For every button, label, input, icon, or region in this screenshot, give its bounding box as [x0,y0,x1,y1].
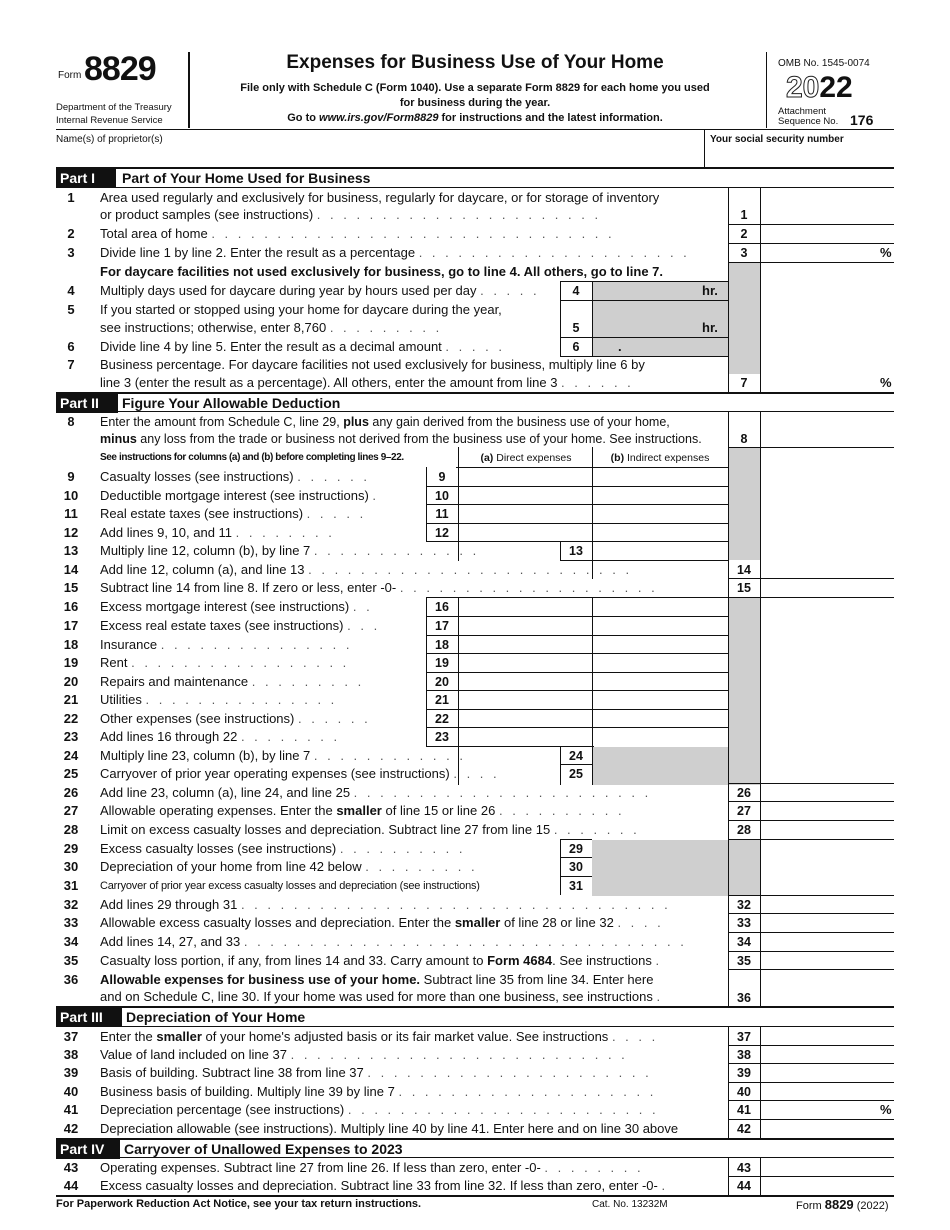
p2-rule-19 [426,672,728,673]
line-28-row: 28 Limit on excess casualty losses and depreciation. Subtract line 27 from line 15 . . . . . . . 28 [0,821,950,839]
omb-number: OMB No. 1545-0074 [778,58,870,69]
line-25-input[interactable] [460,765,556,783]
proprietor-name-input[interactable] [56,146,702,166]
line-27-row: 27 Allowable operating expenses. Enter the smaller of line 15 or line 26 . . . . . . . . . . 27 [0,802,950,820]
p2-rule-21 [426,709,728,710]
line-19b-input[interactable] [594,654,726,672]
line-34-input[interactable] [762,933,894,951]
part-1-tag: Part I [56,168,116,188]
line-4-row: 4 Multiply days used for daycare during year by hours used per day . . . . . 4 hr. [67,283,718,298]
line-44-row: 44 Excess casualty losses and depreciation. Subtract line 33 from line 32. If less than zero, enter -0- . 44 [0,1177,950,1195]
line-19a-input[interactable] [460,654,590,672]
line-30-row: 30 Depreciation of your home from line 42 below . . . . . . . . . 30 [63,859,583,874]
line-11a-input[interactable] [460,505,590,523]
line-5-input[interactable] [594,319,694,337]
p2-rule-15b [426,597,728,598]
line-9a-input[interactable] [460,468,590,486]
line-33-row: 33 Allowable excess casualty losses and depreciation. Enter the smaller of line 28 or line 32 . . . . 33 [0,914,950,932]
line-32-row: 32 Add lines 29 through 31 . . . . . . . . . . . . . . . . . . . . . . . . . . . . . . . . . 32 [0,896,950,914]
line-21a-input[interactable] [460,691,590,709]
line-10a-input[interactable] [460,487,590,505]
line-14-input[interactable] [762,561,894,579]
line-24-input[interactable] [460,747,556,765]
line-1-row-a: 1 Area used regularly and exclusively for business, regularly for daycare, or for storage of inventory [0,189,950,207]
line-38-input[interactable] [762,1046,894,1064]
p2-rule-31 [728,895,894,896]
p1-rule-5 [560,337,728,338]
line-11b-input[interactable] [594,505,726,523]
p2-rule-26 [728,801,894,802]
line-22-row: 22 Other expenses (see instructions) . . . . . . 22 [0,710,950,728]
line-42-input[interactable] [762,1120,894,1138]
subtitle-line-1: File only with Schedule C (Form 1040). Use a separate Form 8829 for each home you used [240,82,710,94]
line-24-row: 24 Multiply line 23, column (b), by line 7 . . . . . . . . . . . . 24 [63,748,583,763]
ssn-divider [704,129,705,167]
line-18b-input[interactable] [594,636,726,654]
line-3-row: 3 Divide line 1 by line 2. Enter the result as a percentage . . . . . . . . . . . . . . . . . . . . . 3 % [67,245,892,260]
header-divider-left [188,52,190,128]
p2-rule-8 [728,447,894,448]
p1-inner-right [592,281,593,356]
p2-rule-13 [560,560,728,561]
line-13-row: 13 Multiply line 12, column (b), by line 7 . . . . . . . . . . . . . 13 [0,542,950,560]
names-label: Name(s) of proprietor(s) [56,134,163,145]
p2-rule-11 [426,523,728,524]
line-34-row: 34 Add lines 14, 27, and 33 . . . . . . . . . . . . . . . . . . . . . . . . . . . . . . . . . . 34 [0,933,950,951]
p2-rule-18 [426,653,728,654]
p2-rule-28b [560,839,592,840]
line-29-row: 29 Excess casualty losses (see instructions) . . . . . . . . . . 29 [63,841,583,856]
p2-rule-16 [426,616,728,617]
line-20a-input[interactable] [460,673,590,691]
line-22b-input[interactable] [594,710,726,728]
part-1-header [56,168,894,188]
part-4-header [56,1139,894,1159]
line-18a-input[interactable] [460,636,590,654]
line-21b-input[interactable] [594,691,726,709]
line-22a-input[interactable] [460,710,590,728]
p2-box-29-left [560,839,561,895]
p1-rule-6 [560,356,728,357]
line-23a-input[interactable] [460,728,590,746]
line-32-input[interactable] [762,896,894,914]
daycare-note: For daycare facilities not used exclusively for business, go to line 4. All others, go to line 7. [100,264,663,279]
line-13-input[interactable] [594,542,726,560]
line-15-row: 15 Subtract line 14 from line 8. If zero or less, enter -0- . . . . . . . . . . . . . . . . . . . . 15 [0,579,950,597]
line-20b-input[interactable] [594,673,726,691]
line-38-row: 38 Value of land included on line 37 . . . . . . . . . . . . . . . . . . . . . . . . . . 38 [0,1046,950,1064]
part-1-rule [56,187,894,188]
line-35-row: 35 Casualty loss portion, if any, from lines 14 and 33. Carry amount to Form 4684. See instructions . 35 [0,952,950,970]
line-12b-input[interactable] [594,524,726,542]
p2-colA-left-2 [458,597,459,785]
line-27-input[interactable] [762,802,894,820]
line-18-row: 18 Insurance . . . . . . . . . . . . . . . 18 [0,636,950,654]
line-10-row: 10 Deductible mortgage interest (see instructions) . 10 [0,487,950,505]
line-23b-input[interactable] [594,728,726,746]
column-a-header: (a) Direct expenses [480,452,572,464]
form-title: Expenses for Business Use of Your Home [286,52,664,73]
line-10b-input[interactable] [594,487,726,505]
line-6-row: 6 Divide line 4 by line 5. Enter the result as a decimal amount . . . . . 6 . [0,338,950,356]
footer-form-id: Form 8829 (2022) [796,1197,889,1212]
form-bottom-rule [56,1195,894,1197]
line-30-input[interactable] [460,858,556,876]
line-5-row: see instructions; otherwise, enter 8,760 . . . . . . . . . 5 hr. [100,320,718,335]
p2-rule-15 [728,597,894,598]
p3-rule-40 [728,1100,894,1101]
line-17b-input[interactable] [594,617,726,635]
part-2-rule [56,411,894,412]
line-28-input[interactable] [762,821,894,839]
p2-col-right [760,411,761,1006]
line-39-row: 39 Basis of building. Subtract line 38 from line 37 . . . . . . . . . . . . . . . . . . . . . . 39 [0,1064,950,1082]
part-2-header [56,393,894,413]
subtitle-line-3: Go to www.irs.gov/Form8829 for instructions and the latest information. [287,112,663,124]
sequence-label: Sequence No. [778,116,839,127]
part-2-title: Figure Your Allowable Deduction [122,395,341,411]
p2-rule-27 [728,820,894,821]
p2-rule-34 [728,951,894,952]
p3-rule-37 [728,1045,894,1046]
subtitle-line-2: for business during the year. [399,97,551,109]
p2-rule-33 [728,932,894,933]
line-31-row: 31 Carryover of prior year excess casualty losses and depreciation (see instructions) 31 [63,878,583,893]
line-36-row-a: 36 Allowable expenses for business use of your home. Subtract line 35 from line 34. Enter here [63,972,654,987]
line-16a-input[interactable] [460,598,590,616]
ssn-input[interactable] [706,146,894,166]
p2-rule-9 [426,486,728,487]
p2-rule-25 [728,783,894,784]
header-divider-right [766,52,767,128]
line-12-row: 12 Add lines 9, 10, and 11 . . . . . . . . 12 [0,524,950,542]
p1-rule-4 [560,300,728,301]
p2-box-13-left [560,541,561,560]
line-23-row: 23 Add lines 16 through 22 . . . . . . . . 23 [0,728,950,746]
line-8-row: minus any loss from the trade or business not derived from the business use of your home. See instructions. 8 [0,430,950,448]
attachment-label: Attachment [778,106,827,117]
part-3-rule [56,1026,894,1027]
tax-year: 2022 [786,71,853,104]
line-9b-input[interactable] [594,468,726,486]
part-4-rule [56,1157,894,1158]
p2-rule-30 [560,876,592,877]
line-29-input[interactable] [460,840,556,858]
p1-rule-3 [728,262,894,263]
line-20-row: 20 Repairs and maintenance . . . . . . . . . 20 [0,673,950,691]
form-number: 8829 [84,50,156,88]
line-42-row: 42 Depreciation allowable (see instructions). Multiply line 40 by line 41. Enter here and on line 30 above 42 [0,1120,950,1138]
column-headers-row: See instructions for columns (a) and (b) before completing lines 9–22. (a) Direct expenses (b) Indirect expenses [0,449,950,467]
catalog-number: Cat. No. 13232M [592,1199,668,1210]
p2-rule-10 [426,504,728,505]
line-7-input[interactable] [762,374,880,392]
line-7-row: line 3 (enter the result as a percentage). All others, enter the amount from line 3 . . . . . . 7 % [100,375,892,390]
line-26-input[interactable] [762,784,894,802]
line-36-row: and on Schedule C, line 30. If your home was used for more than one business, see instructions . 36 [0,988,950,1006]
line-43-row: 43 Operating expenses. Subtract line 27 from line 26. If less than zero, enter -0- . . . . . . . . 43 [0,1159,950,1177]
line-44-input[interactable] [762,1177,894,1195]
line-36-input[interactable] [762,988,894,1006]
form-prefix: Form [58,70,82,81]
p1-col-left [728,187,729,392]
p2-rule-22 [426,727,728,728]
line-2-row: 2 Total area of home . . . . . . . . . . . . . . . . . . . . . . . . . . . . . . . 2 [0,225,950,243]
line-3-input[interactable] [762,244,880,262]
part-2-tag: Part II [56,393,118,413]
p1-rule-2 [728,243,894,244]
p3-rule-39 [728,1082,894,1083]
line-35-input[interactable] [762,952,894,970]
paperwork-notice: For Paperwork Reduction Act Notice, see your tax return instructions. [56,1198,422,1210]
p2-rule-23 [426,746,594,747]
part-3-header [56,1007,894,1027]
part-4-tag: Part IV [56,1139,120,1159]
line-14-row: 14 Add line 12, column (a), and line 13 . . . . . . . . . . . . . . . . . . . . . . . . . 14 [0,561,950,579]
p2-rule-35 [728,969,894,970]
p2-rule-20 [426,690,728,691]
line-1-row: or product samples (see instructions) . . . . . . . . . . . . . . . . . . . . . . 1 [0,206,950,224]
line-37-input[interactable] [762,1028,894,1046]
p1-rule-1 [728,224,894,225]
p2-rule-12 [426,541,728,542]
line-25-row: 25 Carryover of prior year operating expenses (see instructions) . . . . 25 [63,766,583,781]
p2-rule-28 [728,839,894,840]
line-7-row-a: 7 Business percentage. For daycare facilities not used exclusively for business, multiply line 6 by [67,357,645,372]
p2-rule-29 [560,857,592,858]
header-bottom-rule [56,129,894,130]
line-19-row: 19 Rent . . . . . . . . . . . . . . . . . 19 [0,654,950,672]
line-41-input[interactable] [762,1101,880,1119]
line-37-row: 37 Enter the smaller of your home's adjusted basis or its fair market value. See instructions . . . . 37 [0,1028,950,1046]
line-41-row: 41 Depreciation percentage (see instructions) . . . . . . . . . . . . . . . . . . . . . . . . 41 % [63,1102,892,1117]
line-43-input[interactable] [762,1159,894,1177]
line-16-row: 16 Excess mortgage interest (see instructions) . . 16 [0,598,950,616]
p2-colB-left-2 [592,597,593,785]
line-17a-input[interactable] [460,617,590,635]
p1-inner-left [560,281,561,356]
instructions-link[interactable]: www.irs.gov/Form8829 [319,112,439,124]
line-number: 1 [67,190,75,205]
part-1-title: Part of Your Home Used for Business [122,170,371,186]
line-8-input[interactable] [762,430,894,448]
p2-box-24-left [560,746,561,785]
line-4-input[interactable] [594,282,694,300]
line-40-input[interactable] [762,1083,894,1101]
line-1-input[interactable] [762,206,894,224]
p2-col-left [728,411,729,1006]
line-2-input[interactable] [762,225,894,243]
p3-rule-38 [728,1063,894,1064]
line-17-row: 17 Excess real estate taxes (see instructions) . . . 17 [0,617,950,635]
irs-line: Internal Revenue Service [56,115,163,126]
p3-rule-41 [728,1119,894,1120]
part-4-title: Carryover of Unallowed Expenses to 2023 [124,1141,403,1157]
ssn-label: Your social security number [710,134,844,145]
part-3-title: Depreciation of Your Home [126,1009,306,1025]
line-40-row: 40 Business basis of building. Multiply line 39 by line 7 . . . . . . . . . . . . . . . . . . . . 40 [0,1083,950,1101]
line-39-input[interactable] [762,1064,894,1082]
p1-col-right [760,187,761,392]
line-9-row: 9 Casualty losses (see instructions) . . . . . . 9 [0,468,950,486]
p1-rule-4top [560,281,728,282]
column-b-header: (b) Indirect expenses [610,452,710,464]
p2-rule-17 [426,635,728,636]
line-8-row-a: 8 Enter the amount from Schedule C, line 29, plus any gain derived from the business use of your home, [67,415,670,429]
p4-rule-43 [728,1176,894,1177]
line-33-input[interactable] [762,914,894,932]
line-26-row: 26 Add line 23, column (a), line 24, and line 25 . . . . . . . . . . . . . . . . . . . . . . . 26 [0,784,950,802]
line-21-row: 21 Utilities . . . . . . . . . . . . . . . 21 [0,691,950,709]
department-line: Department of the Treasury [56,102,172,113]
p2-rule-32 [728,913,894,914]
line-16b-input[interactable] [594,598,726,616]
p2-rule-14 [728,578,894,579]
part-3-tag: Part III [56,1007,122,1027]
p2-rule-24 [560,764,592,765]
line-15-input[interactable] [762,579,894,597]
line-12a-input[interactable] [460,524,590,542]
line-11-row: 11 Real estate taxes (see instructions) . . . . . 11 [0,505,950,523]
sequence-number: 176 [850,112,874,128]
line-5-row-a: 5 If you started or stopped using your home for daycare during the year, [67,302,502,317]
